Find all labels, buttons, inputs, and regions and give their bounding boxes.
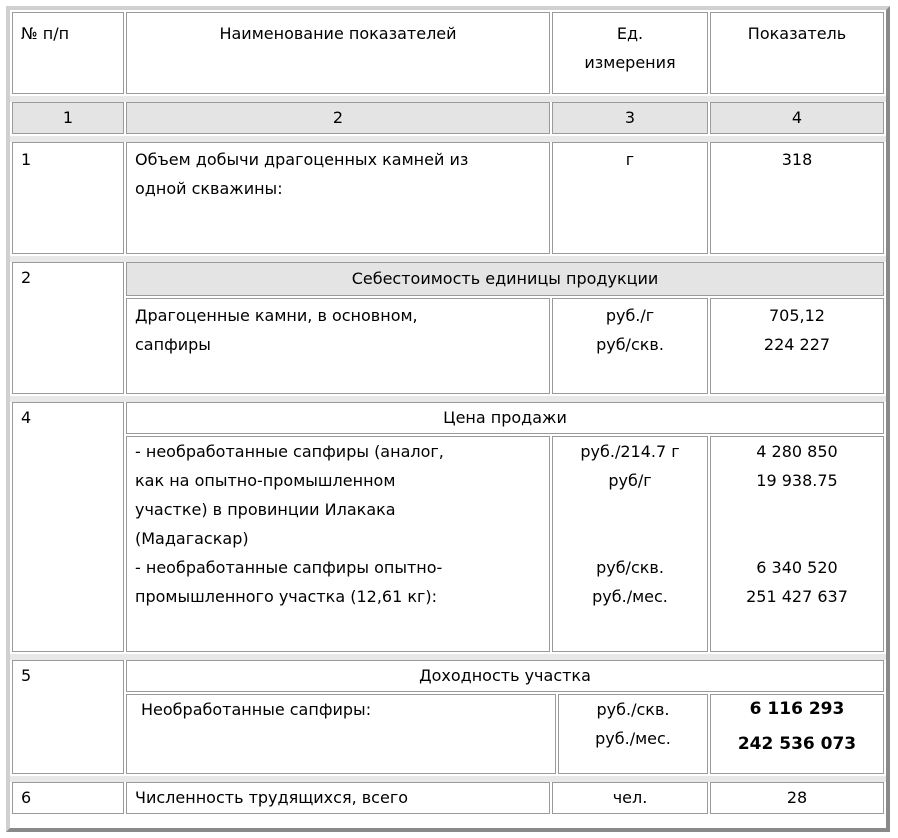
- row1-value-label: 318: [781, 150, 813, 169]
- row4-name-a-line4: (Мадагаскар): [135, 529, 249, 548]
- row6-number: [12, 782, 124, 814]
- row4-value-a1: 4 280 850: [756, 442, 838, 461]
- row5-unit-line1: руб./скв.: [596, 700, 670, 719]
- row4-name-b-line2: промышленного участка (12,61 кг):: [135, 587, 438, 606]
- header-unit: [552, 12, 708, 94]
- row2-name-line1: Драгоценные камни, в основном,: [135, 306, 418, 325]
- row4-value-b2: 251 427 637: [746, 587, 848, 606]
- row5-value-line2: 242 536 073: [737, 734, 857, 754]
- row2-value: [710, 298, 884, 394]
- row5-unit: [558, 694, 708, 774]
- row6-number-label: 6: [21, 788, 32, 807]
- colnum-2: [126, 102, 550, 134]
- data-table: [6, 6, 890, 832]
- row5-number: [12, 660, 124, 774]
- row6-name: [126, 782, 550, 814]
- header-name-label: Наименование показателей: [219, 24, 457, 43]
- row1-name-line2: одной скважины:: [135, 179, 283, 198]
- row1-unit: [552, 142, 708, 254]
- row2-unit: [552, 298, 708, 394]
- row6-unit: [552, 782, 708, 814]
- colnum-1: [12, 102, 124, 134]
- row1-number: [12, 142, 124, 254]
- row5-name-label: Необработанные сапфиры:: [141, 700, 372, 719]
- row4-name-a-line1: - необработанные сапфиры (аналог,: [135, 442, 444, 461]
- colnum-3: [552, 102, 708, 134]
- row2-number: [12, 262, 124, 394]
- row4-name-b-line1: - необработанные сапфиры опытно-: [135, 558, 443, 577]
- row4-unit-b2: руб./мес.: [592, 587, 668, 606]
- header-unit-line2: измерения: [584, 53, 676, 72]
- colnum-4: [710, 102, 884, 134]
- row4-number: [12, 402, 124, 652]
- row4-section-label: Цена продажи: [443, 408, 567, 427]
- row6-name-label: Численность трудящихся, всего: [135, 788, 409, 807]
- header-number: [12, 12, 124, 94]
- header-name: [126, 12, 550, 94]
- row1-unit-label: г: [625, 150, 635, 169]
- row4-unit-a1: руб./214.7 г: [580, 442, 680, 461]
- row4-value-a2: 19 938.75: [756, 471, 838, 490]
- row5-section-label: Доходность участка: [419, 666, 591, 685]
- row4-name: [126, 436, 550, 652]
- row1-name-line1: Объем добычи драгоценных камней из: [135, 150, 469, 169]
- colnum-3-label: 3: [624, 108, 636, 127]
- row4-value-b1: 6 340 520: [756, 558, 838, 577]
- row2-number-label: 2: [21, 268, 32, 287]
- row2-section-title: [126, 262, 884, 296]
- row4-unit-b1: руб/скв.: [596, 558, 664, 577]
- row1-name: [126, 142, 550, 254]
- row5-number-label: 5: [21, 666, 32, 685]
- row5-name: [126, 694, 556, 774]
- header-number-label: № п/п: [21, 24, 70, 43]
- header-value-label: Показатель: [747, 24, 847, 43]
- colnum-4-label: 4: [791, 108, 803, 127]
- row2-section-label: Себестоимость единицы продукции: [351, 269, 659, 288]
- row1-value: [710, 142, 884, 254]
- row4-value: [710, 436, 884, 652]
- row6-value: [710, 782, 884, 814]
- row2-name: [126, 298, 550, 394]
- row4-name-a-line3: участке) в провинции Илакака: [135, 500, 396, 519]
- row2-value-line1: 705,12: [769, 306, 825, 325]
- row4-name-a-line2: как на опытно-промышленном: [135, 471, 396, 490]
- row1-number-label: 1: [21, 150, 32, 169]
- header-unit-line1: Ед.: [616, 24, 644, 43]
- row2-value-line2: 224 227: [763, 335, 831, 354]
- row4-section-title: [126, 402, 884, 434]
- row5-value-line1: 6 116 293: [749, 699, 845, 719]
- row2-unit-line1: руб./г: [605, 306, 655, 325]
- row5-value: [710, 694, 884, 774]
- row5-unit-line2: руб./мес.: [595, 729, 671, 748]
- colnum-2-label: 2: [332, 108, 344, 127]
- row4-unit: [552, 436, 708, 652]
- row2-unit-line2: руб/скв.: [596, 335, 664, 354]
- row2-name-line2: сапфиры: [135, 335, 211, 354]
- colnum-1-label: 1: [62, 108, 74, 127]
- row5-section-title: [126, 660, 884, 692]
- row4-unit-a2: руб/г: [608, 471, 652, 490]
- row4-number-label: 4: [21, 408, 32, 427]
- row6-unit-label: чел.: [612, 788, 648, 807]
- row6-value-label: 28: [786, 788, 808, 807]
- header-value: [710, 12, 884, 94]
